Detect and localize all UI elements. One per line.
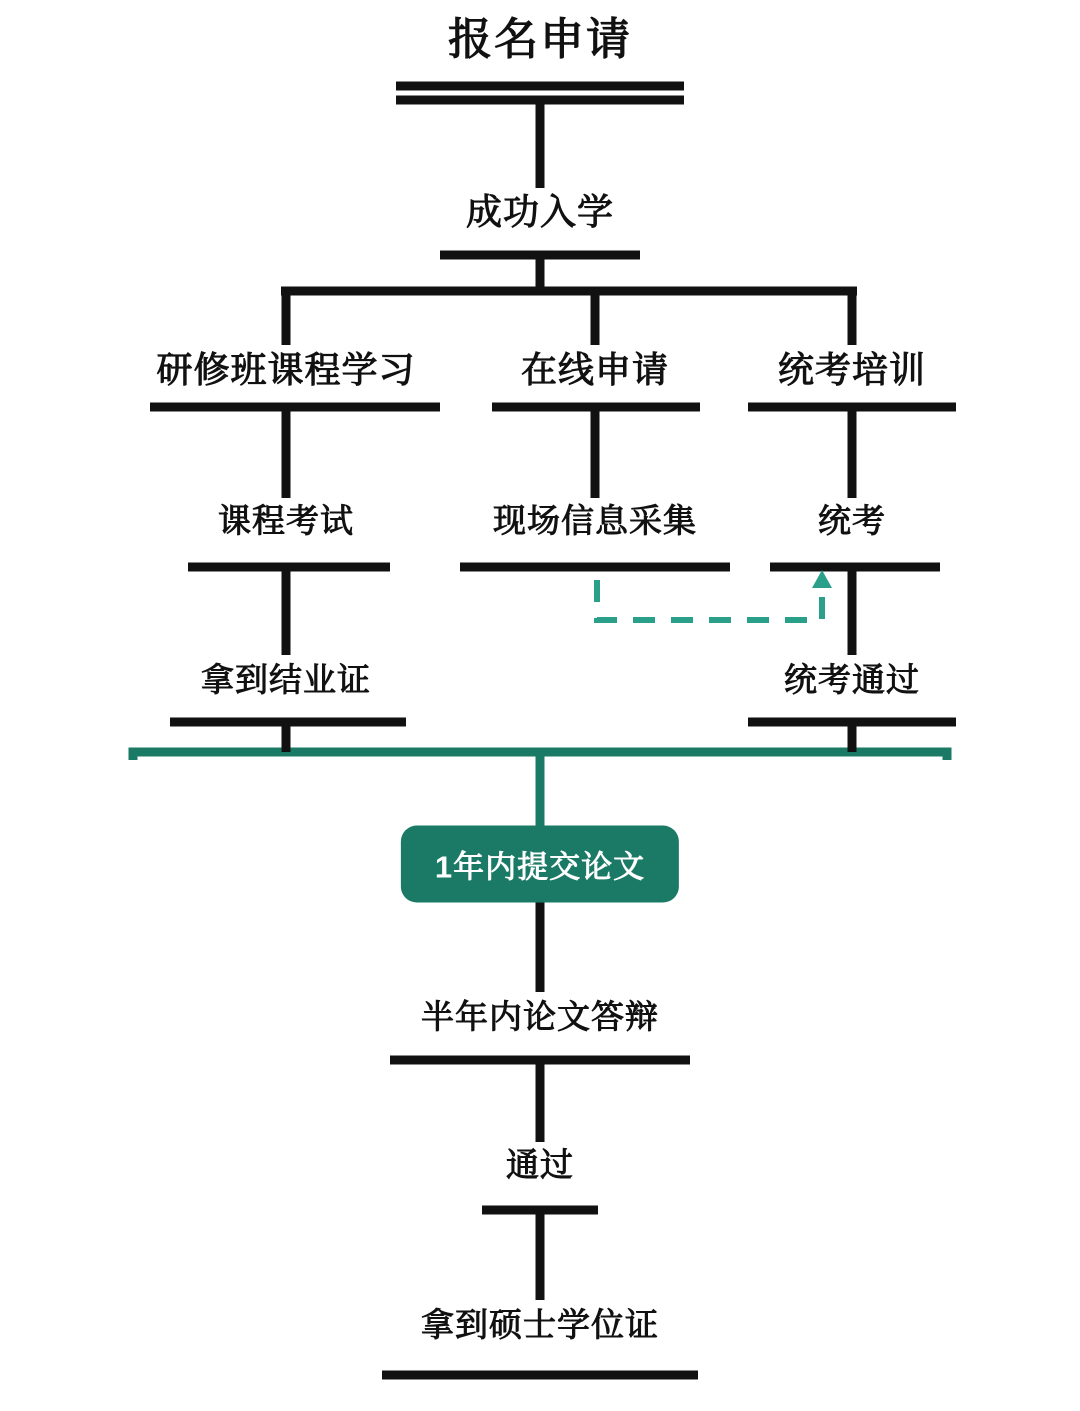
node-pass: 通过 <box>506 1145 574 1183</box>
node-onsite-info: 现场信息采集 <box>493 501 697 539</box>
node-exam-pass: 统考通过 <box>784 660 920 698</box>
node-enroll: 成功入学 <box>465 191 615 233</box>
node-apply: 报名申请 <box>448 14 632 64</box>
node-course-study: 研修班课程学习 <box>156 349 416 391</box>
edge-onsite-to-exam-dashed <box>597 570 832 620</box>
edge-merge-to-paper <box>133 722 947 828</box>
node-exam-train: 统考培训 <box>777 349 927 391</box>
node-master-degree: 拿到硕士学位证 <box>421 1305 659 1343</box>
node-cert: 拿到结业证 <box>201 660 371 698</box>
node-online-apply: 在线申请 <box>520 349 670 391</box>
node-exam: 统考 <box>818 501 886 539</box>
node-defense: 半年内论文答辩 <box>421 997 659 1035</box>
arrowhead-icon <box>812 570 832 588</box>
node-paper-deadline: 1年内提交论文 <box>401 826 679 903</box>
node-course-exam: 课程考试 <box>218 501 354 539</box>
